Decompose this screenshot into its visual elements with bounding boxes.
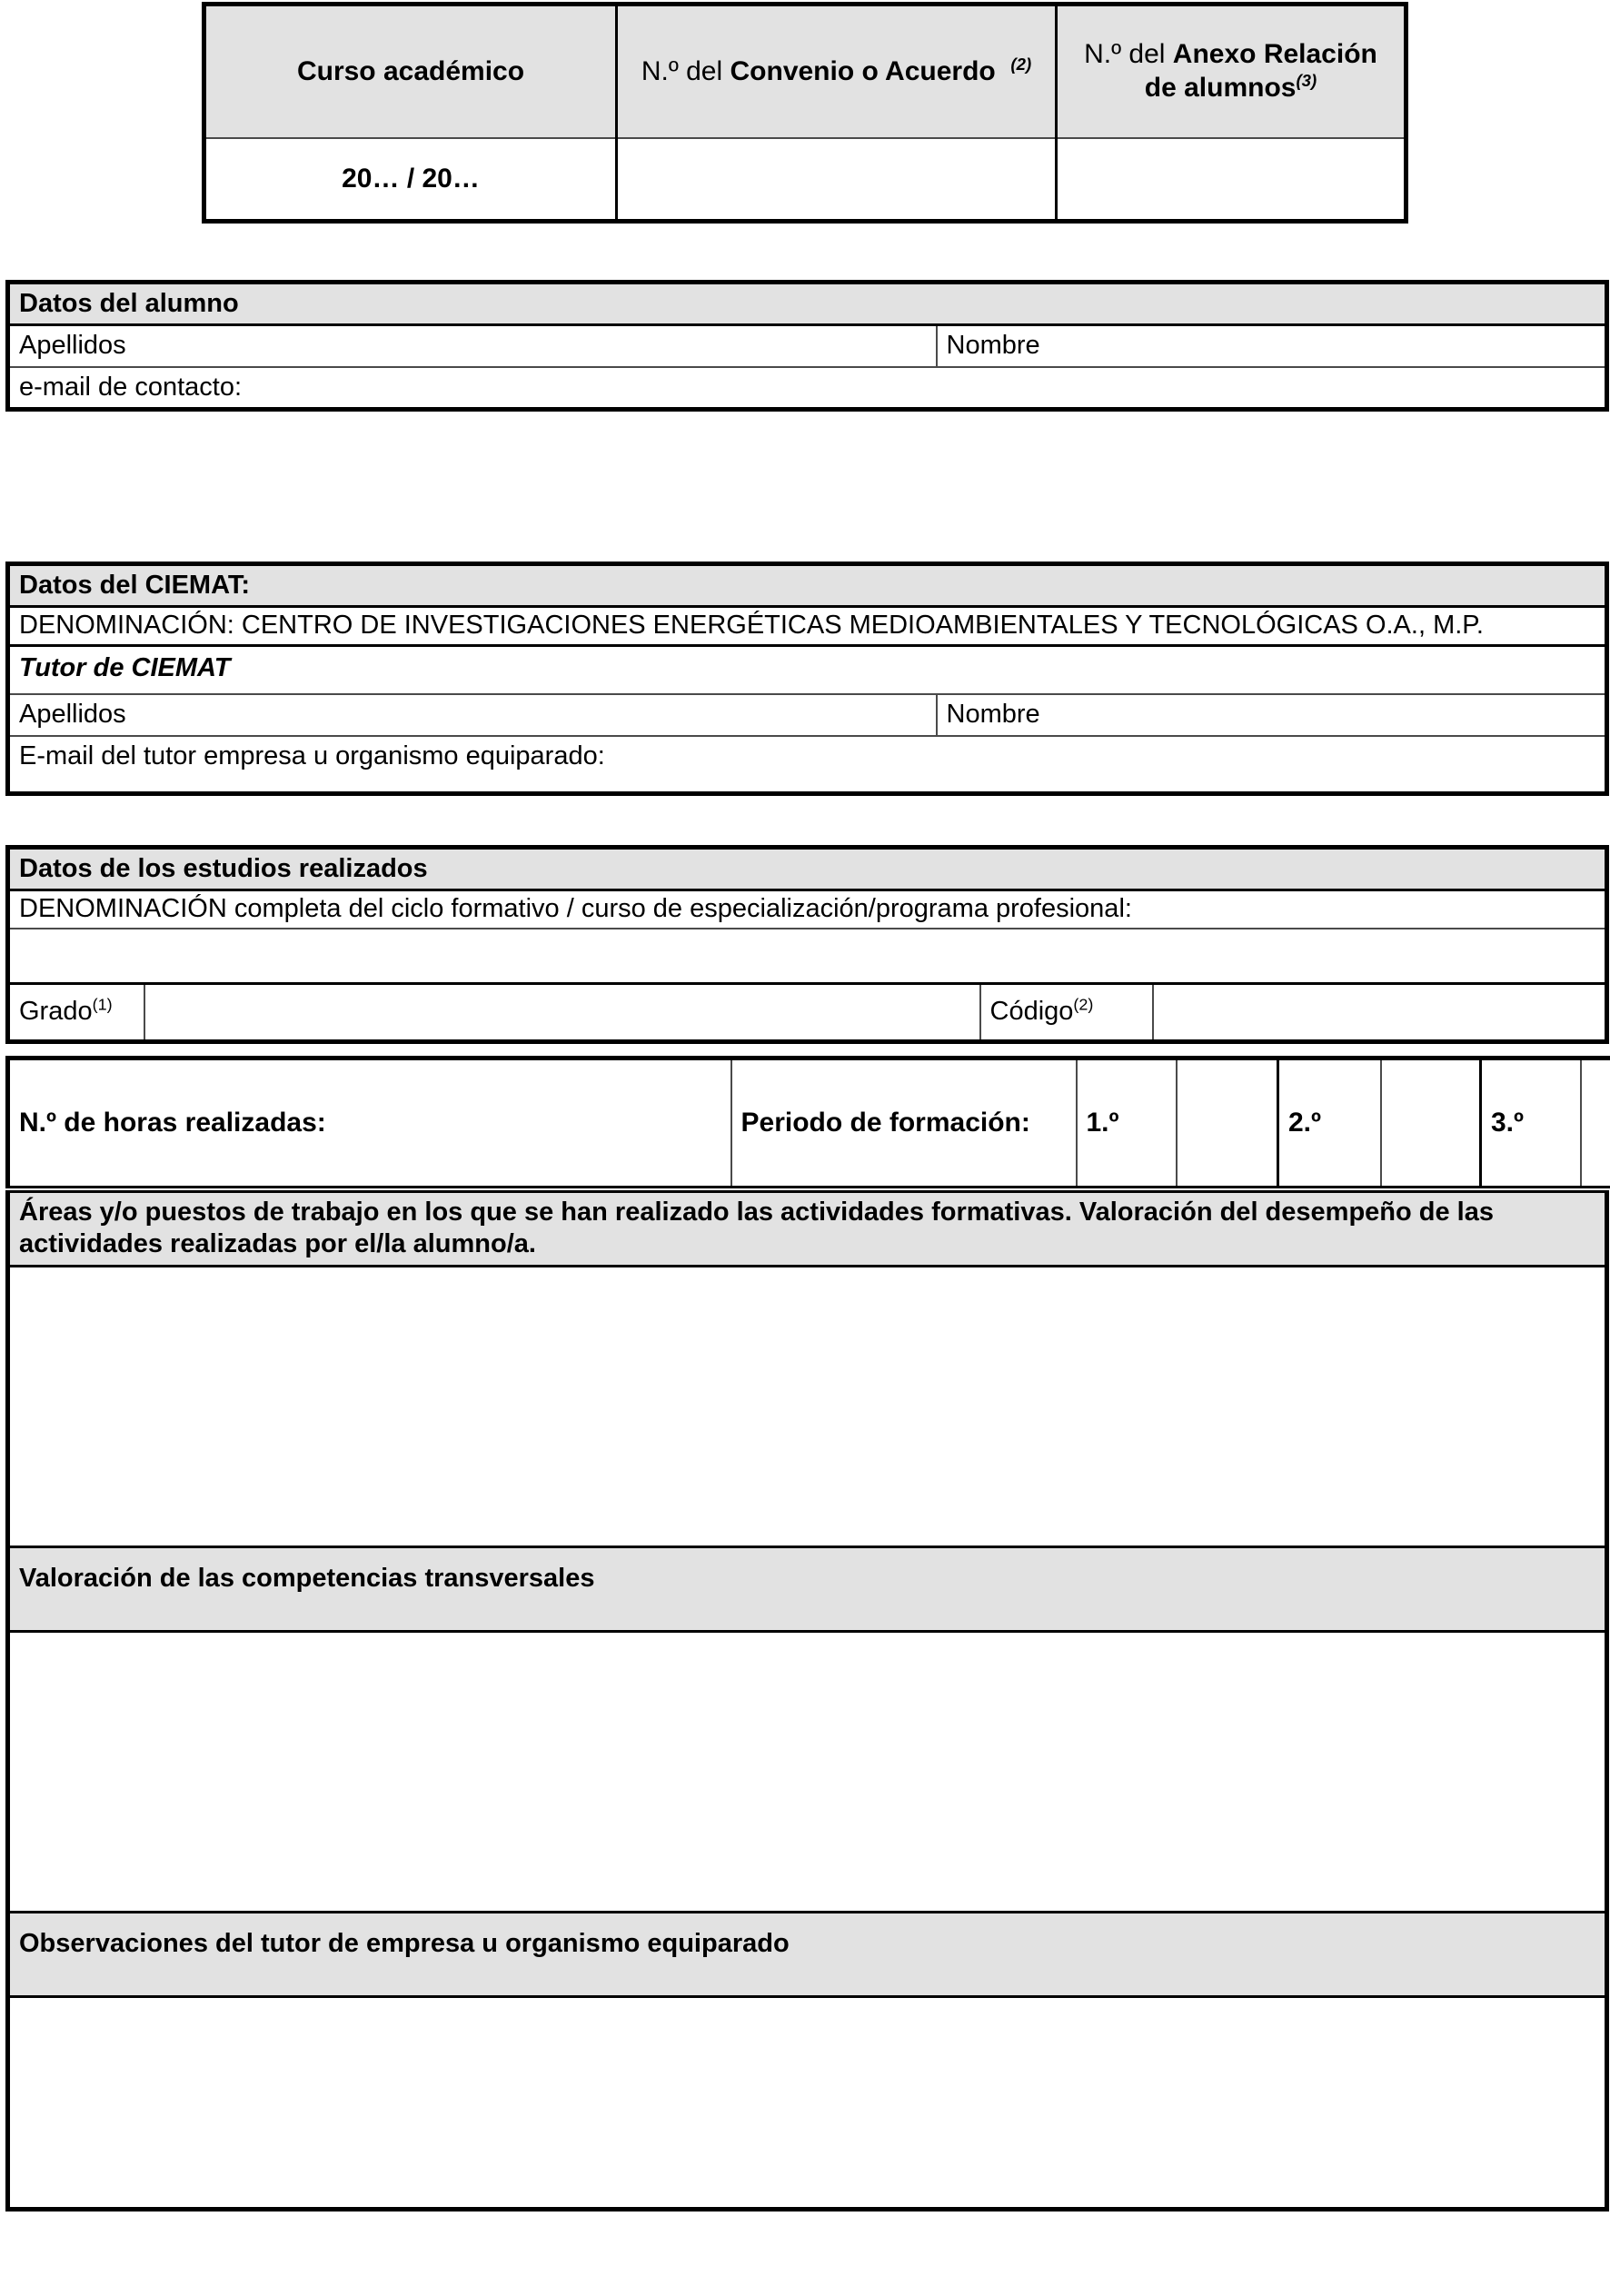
field-periodo-1[interactable] (1177, 1059, 1278, 1188)
label-codigo (980, 983, 1153, 1041)
section-title-datos-estudios: Datos de los estudios realizados (8, 848, 1607, 890)
header-anexo-note: (3) (1296, 71, 1317, 90)
label-denominacion-ciclo: DENOMINACIÓN completa del ciclo formativo / curso de especialización/programa profesional: (8, 890, 1607, 929)
label-grado (8, 983, 144, 1041)
section-title-datos-alumno: Datos del alumno (8, 283, 1607, 325)
field-competencias-body[interactable] (8, 1631, 1607, 1912)
field-areas-body[interactable] (8, 1266, 1607, 1546)
field-grado[interactable] (144, 983, 980, 1041)
table-row (8, 736, 1607, 794)
field-numero-convenio[interactable] (617, 138, 1057, 222)
table-row (8, 1912, 1607, 1996)
table-row (8, 1546, 1607, 1631)
label-tutor-apellidos[interactable]: Apellidos (8, 694, 937, 735)
label-codigo-text: Código (989, 997, 1074, 1027)
section-header-row (8, 848, 1607, 890)
label-periodo-formacion: Periodo de formación: (731, 1059, 1077, 1188)
header-convenio-note: (2) (1010, 54, 1032, 74)
table-row (8, 367, 1607, 410)
label-periodo-1: 1.º (1077, 1059, 1177, 1188)
label-codigo-note: (2) (1073, 995, 1094, 1014)
header-curso-academico: Curso académico (204, 5, 617, 139)
text-ciemat-denominacion: DENOMINACIÓN: CENTRO DE INVESTIGACIONES ENERGÉTICAS MEDIOAMBIENTALES Y TECNOLÓGICAS O.A., M.P. (8, 607, 1607, 645)
valoraciones-section (5, 1190, 1609, 2212)
table-row (8, 890, 1607, 929)
label-tutor-de-ciemat: Tutor de CIEMAT (8, 645, 1607, 694)
section-title-areas-line1: Áreas y/o puestos de trabajo en los que se han realizado las actividades formativas. Valoración del desempeño de las (19, 1198, 1494, 1227)
section-title-competencias: Valoración de las competencias transversales (8, 1546, 1607, 1631)
field-codigo[interactable] (1153, 983, 1607, 1041)
section-title-areas-line2: actividades realizadas por el/la alumno/a. (19, 1229, 536, 1259)
table-row (8, 1266, 1607, 1546)
section-title-datos-ciemat: Datos del CIEMAT: (8, 564, 1607, 607)
table-row (8, 983, 1607, 1041)
section-header-row (8, 283, 1607, 325)
header-convenio-prefix: N.º del (641, 55, 730, 86)
header-convenio (617, 5, 1057, 139)
header-anexo (1057, 5, 1406, 139)
table-row-header (204, 5, 1406, 139)
header-anexo-prefix: N.º del (1084, 39, 1173, 70)
header-convenio-bold: Convenio o Acuerdo (730, 55, 996, 86)
field-periodo-3[interactable] (1581, 1059, 1610, 1188)
label-alumno-nombre[interactable]: Nombre (937, 325, 1607, 367)
section-title-areas (8, 1192, 1607, 1267)
label-alumno-email[interactable]: e-mail de contacto: (8, 367, 1607, 410)
label-periodo-3: 3.º (1481, 1059, 1581, 1188)
field-denominacion-ciclo[interactable] (8, 929, 1607, 984)
field-observaciones-body[interactable] (8, 1996, 1607, 2209)
section-title-observaciones: Observaciones del tutor de empresa u organismo equiparado (8, 1912, 1607, 1996)
table-row (8, 325, 1607, 367)
header-anexo-bold-line1: Anexo Relación (1172, 39, 1377, 70)
table-row (8, 1631, 1607, 1912)
field-curso-academico[interactable]: 20… / 20… (204, 138, 617, 222)
table-row (8, 694, 1607, 735)
table-row (8, 645, 1607, 694)
curso-academico-table (202, 2, 1408, 224)
datos-del-alumno-section (5, 280, 1609, 412)
field-numero-anexo[interactable] (1057, 138, 1406, 222)
table-row (8, 929, 1607, 984)
label-tutor-email[interactable]: E-mail del tutor empresa u organismo equiparado: (8, 736, 1607, 794)
label-grado-note: (1) (92, 995, 113, 1014)
table-row (8, 607, 1607, 645)
label-periodo-2: 2.º (1278, 1059, 1381, 1188)
label-tutor-nombre[interactable]: Nombre (937, 694, 1607, 735)
field-periodo-2[interactable] (1381, 1059, 1481, 1188)
table-row (8, 1059, 1610, 1188)
horas-periodo-section (5, 1056, 1610, 1188)
label-alumno-apellidos[interactable]: Apellidos (8, 325, 937, 367)
table-row (8, 1996, 1607, 2209)
datos-del-ciemat-section (5, 562, 1609, 796)
section-header-row (8, 564, 1607, 607)
datos-estudios-section (5, 845, 1609, 1044)
header-anexo-bold-line2: de alumnos (1144, 73, 1297, 103)
label-grado-text: Grado (19, 997, 93, 1027)
label-numero-horas[interactable]: N.º de horas realizadas: (8, 1059, 731, 1188)
table-row (8, 1192, 1607, 1267)
table-row-values (204, 138, 1406, 222)
